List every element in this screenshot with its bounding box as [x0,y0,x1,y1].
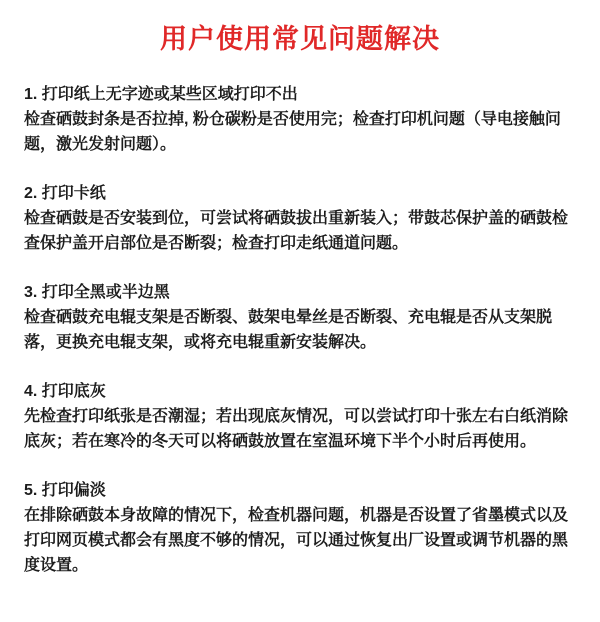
faq-section-black-print [24,280,576,355]
section-heading: 2. 打印卡纸 [24,185,106,202]
faq-section-no-print [24,82,576,157]
section-heading: 5. 打印偏淡 [24,482,106,499]
section-body: 在排除硒鼓本身故障的情况下，检查机器问题，机器是否设置了省墨模式以及打印网页模式都会有黑度不够的情况，可以通过恢复出厂设置或调节机器的黑度设置。 [24,507,569,574]
section-heading: 4. 打印底灰 [24,383,106,400]
section-body: 先检查打印纸张是否潮湿；若出现底灰情况，可以尝试打印十张左右白纸消除底灰；若在寒冷的冬天可以将硒鼓放置在室温环境下半个小时后再使用。 [24,408,569,450]
faq-section-gray-background [24,379,576,454]
section-heading: 1. 打印纸上无字迹或某些区域打印不出 [24,86,298,103]
faq-page [0,24,600,622]
section-body: 检查硒鼓封条是否拉掉, 粉仓碳粉是否使用完；检查打印机问题（导电接触问题，激光发射问题）。 [24,111,561,153]
page-title: 用户使用常见问题解决 [160,24,440,54]
section-body: 检查硒鼓充电辊支架是否断裂、鼓架电晕丝是否断裂、充电辊是否从支架脱落，更换充电辊支架，或将充电辊重新安装解决。 [24,309,553,351]
section-heading: 3. 打印全黑或半边黑 [24,284,170,301]
section-body: 检查硒鼓是否安装到位，可尝试将硒鼓拔出重新装入；带鼓芯保护盖的硒鼓检查保护盖开启部位是否断裂；检查打印走纸通道问题。 [24,210,569,252]
faq-section-light-print [24,478,576,578]
faq-section-paper-jam [24,181,576,256]
faq-content [0,54,600,578]
